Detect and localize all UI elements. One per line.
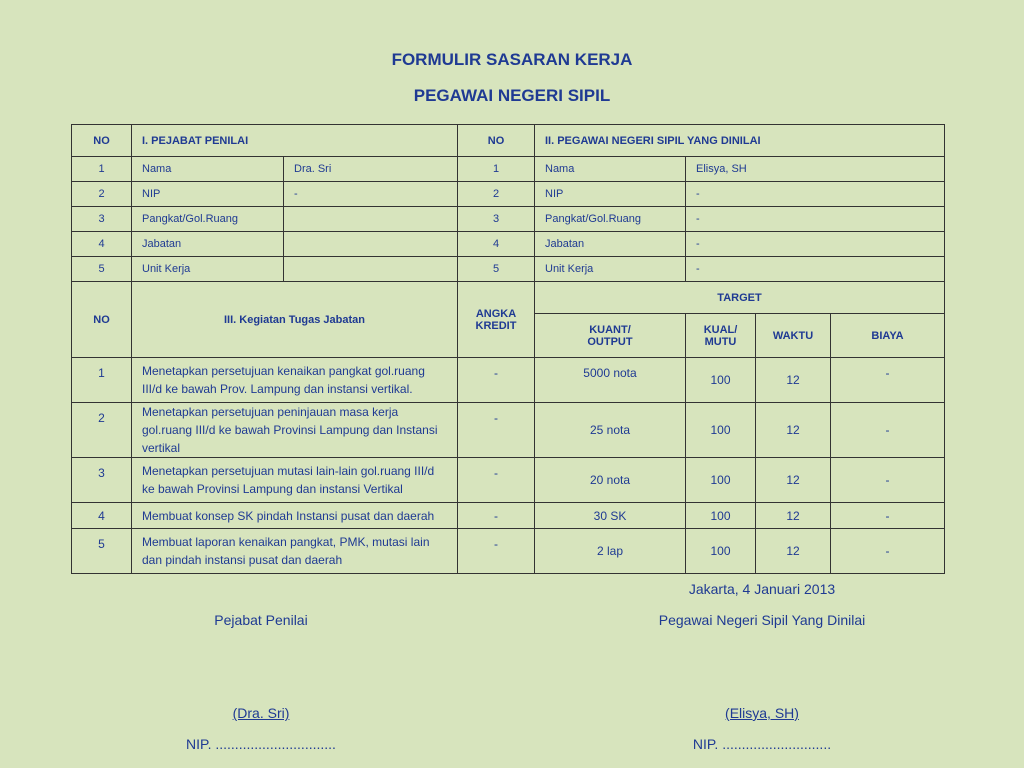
task-waktu: 12 <box>756 458 831 503</box>
right-signer-role: Pegawai Negeri Sipil Yang Dinilai <box>658 612 866 628</box>
form-title-line1: FORMULIR SASARAN KERJA <box>391 50 633 69</box>
identity-value2: - <box>686 257 945 282</box>
task-row <box>72 503 945 529</box>
task-header-biaya: BIAYA <box>831 314 945 358</box>
identity-value <box>284 232 458 257</box>
task-biaya: - <box>831 358 945 403</box>
left-signer-role: Pejabat Penilai <box>214 612 308 628</box>
header-pejabat-penilai: I. PEJABAT PENILAI <box>132 125 458 157</box>
identity-value <box>284 207 458 232</box>
task-waktu: 12 <box>756 503 831 529</box>
task-header-kual <box>686 314 756 358</box>
task-kegiatan: Menetapkan persetujuan peninjauan masa kerja gol.ruang III/d ke bawah Provinsi Lampung dan Instansi vertikal <box>132 403 458 458</box>
task-header-waktu: WAKTU <box>756 314 831 358</box>
left-signer-nip: NIP. ............................... <box>186 736 336 752</box>
task-no: 5 <box>72 529 132 574</box>
identity-label2: NIP <box>535 182 686 207</box>
identity-value2: - <box>686 207 945 232</box>
identity-no: 3 <box>72 207 132 232</box>
task-row <box>72 458 945 503</box>
task-waktu: 12 <box>756 358 831 403</box>
identity-value: Dra. Sri <box>284 157 458 182</box>
task-row <box>72 403 945 458</box>
task-header-angka-kredit <box>458 282 535 358</box>
task-angka-kredit: - <box>458 529 535 574</box>
right-signer-nip: NIP. ............................ <box>692 736 832 752</box>
task-kuant: 30 SK <box>535 503 686 529</box>
place-date: Jakarta, 4 Januari 2013 <box>688 581 836 597</box>
identity-no2: 2 <box>458 182 535 207</box>
form-title-line2: PEGAWAI NEGERI SIPIL <box>413 86 611 105</box>
identity-no2: 4 <box>458 232 535 257</box>
task-no: 2 <box>72 403 132 458</box>
identity-label: Pangkat/Gol.Ruang <box>132 207 284 232</box>
task-kegiatan: Membuat konsep SK pindah Instansi pusat dan daerah <box>132 503 458 529</box>
identity-row <box>72 182 945 207</box>
task-kuant: 2 lap <box>535 529 686 574</box>
identity-no: 2 <box>72 182 132 207</box>
identity-row <box>72 232 945 257</box>
identity-value2: - <box>686 182 945 207</box>
identity-label: Nama <box>132 157 284 182</box>
task-kual: 100 <box>686 358 756 403</box>
task-kuant: 25 nota <box>535 403 686 458</box>
angka-kredit-line1: ANGKA <box>475 307 517 320</box>
task-kual: 100 <box>686 403 756 458</box>
identity-no: 1 <box>72 157 132 182</box>
identity-value2: - <box>686 232 945 257</box>
task-kegiatan: Menetapkan persetujuan mutasi lain-lain gol.ruang III/d ke bawah Provinsi Lampung dan instansi Vertikal <box>132 458 458 503</box>
task-kual: 100 <box>686 503 756 529</box>
task-biaya: - <box>831 529 945 574</box>
task-angka-kredit: - <box>458 403 535 458</box>
identity-no2: 1 <box>458 157 535 182</box>
task-header-no: NO <box>72 282 132 358</box>
identity-label: Unit Kerja <box>132 257 284 282</box>
task-waktu: 12 <box>756 403 831 458</box>
kual-line2: MUTU <box>704 335 737 348</box>
task-kual: 100 <box>686 529 756 574</box>
task-header-kuant <box>535 314 686 358</box>
task-no: 4 <box>72 503 132 529</box>
task-no: 1 <box>72 358 132 403</box>
header-no2: NO <box>458 125 535 157</box>
identity-value <box>284 257 458 282</box>
left-signer-name: (Dra. Sri) <box>232 705 290 721</box>
angka-kredit-line2: KREDIT <box>475 319 517 332</box>
identity-row <box>72 257 945 282</box>
task-waktu: 12 <box>756 529 831 574</box>
identity-label2: Pangkat/Gol.Ruang <box>535 207 686 232</box>
identity-label: NIP <box>132 182 284 207</box>
kual-line1: KUAL/ <box>703 323 738 336</box>
identity-no: 4 <box>72 232 132 257</box>
target-form-table <box>71 124 945 574</box>
task-angka-kredit: - <box>458 503 535 529</box>
task-header-target: TARGET <box>535 282 945 314</box>
identity-label: Jabatan <box>132 232 284 257</box>
task-header-kegiatan: III. Kegiatan Tugas Jabatan <box>132 282 458 358</box>
task-kual: 100 <box>686 458 756 503</box>
identity-label2: Jabatan <box>535 232 686 257</box>
task-angka-kredit: - <box>458 358 535 403</box>
header-no: NO <box>72 125 132 157</box>
identity-header-row <box>72 125 945 157</box>
task-biaya: - <box>831 403 945 458</box>
task-header-row <box>72 282 945 314</box>
right-signer-name: (Elisya, SH) <box>725 705 799 721</box>
identity-value: - <box>284 182 458 207</box>
kuant-line2: OUTPUT <box>587 335 633 348</box>
task-angka-kredit: - <box>458 458 535 503</box>
identity-row <box>72 157 945 182</box>
task-kegiatan: Menetapkan persetujuan kenaikan pangkat gol.ruang III/d ke bawah Prov. Lampung dan instansi vertikal. <box>132 358 458 403</box>
header-pegawai-dinilai: II. PEGAWAI NEGERI SIPIL YANG DINILAI <box>535 125 945 157</box>
task-biaya: - <box>831 458 945 503</box>
identity-value2: Elisya, SH <box>686 157 945 182</box>
identity-no2: 5 <box>458 257 535 282</box>
task-kuant: 20 nota <box>535 458 686 503</box>
task-biaya: - <box>831 503 945 529</box>
task-row <box>72 529 945 574</box>
task-row <box>72 358 945 403</box>
kuant-line1: KUANT/ <box>589 323 631 336</box>
task-kegiatan: Membuat laporan kenaikan pangkat, PMK, mutasi lain dan pindah instansi pusat dan daerah <box>132 529 458 574</box>
identity-label2: Nama <box>535 157 686 182</box>
identity-label2: Unit Kerja <box>535 257 686 282</box>
identity-no: 5 <box>72 257 132 282</box>
identity-row <box>72 207 945 232</box>
task-kuant: 5000 nota <box>535 358 686 403</box>
identity-no2: 3 <box>458 207 535 232</box>
task-no: 3 <box>72 458 132 503</box>
